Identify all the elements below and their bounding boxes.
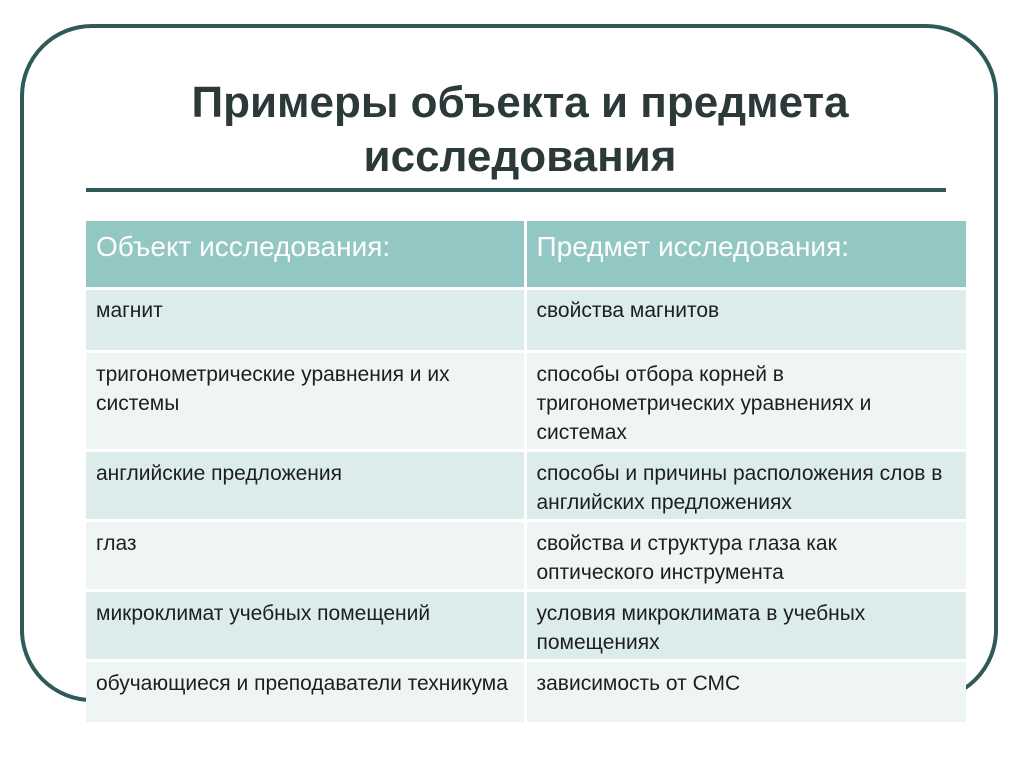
subject-cell: зависимость от СМС (525, 661, 966, 724)
subject-cell: свойства магнитов (525, 289, 966, 352)
object-cell: тригонометрические уравнения и их системы (86, 352, 525, 451)
table-header-row (86, 221, 966, 289)
subject-cell: условия микроклимата в учебных помещениях (525, 591, 966, 661)
object-cell: магнит (86, 289, 525, 352)
header-object: Объект исследования: (86, 221, 525, 289)
subject-cell: способы и причины расположения слов в английских предложениях (525, 451, 966, 521)
slide-title: Примеры объекта и предмета исследования (191, 78, 849, 181)
title-divider (86, 188, 946, 192)
research-table (86, 221, 966, 725)
table-row (86, 521, 966, 591)
table-row (86, 591, 966, 661)
object-cell: глаз (86, 521, 525, 591)
header-subject: Предмет исследования: (525, 221, 966, 289)
table-row (86, 661, 966, 724)
table-row (86, 352, 966, 451)
subject-cell: свойства и структура глаза как оптического инструмента (525, 521, 966, 591)
object-cell: обучающиеся и преподаватели техникума (86, 661, 525, 724)
table-row (86, 289, 966, 352)
subject-cell: способы отбора корней в тригонометрических уравнениях и системах (525, 352, 966, 451)
object-cell: английские предложения (86, 451, 525, 521)
object-cell: микроклимат учебных помещений (86, 591, 525, 661)
table-row (86, 451, 966, 521)
